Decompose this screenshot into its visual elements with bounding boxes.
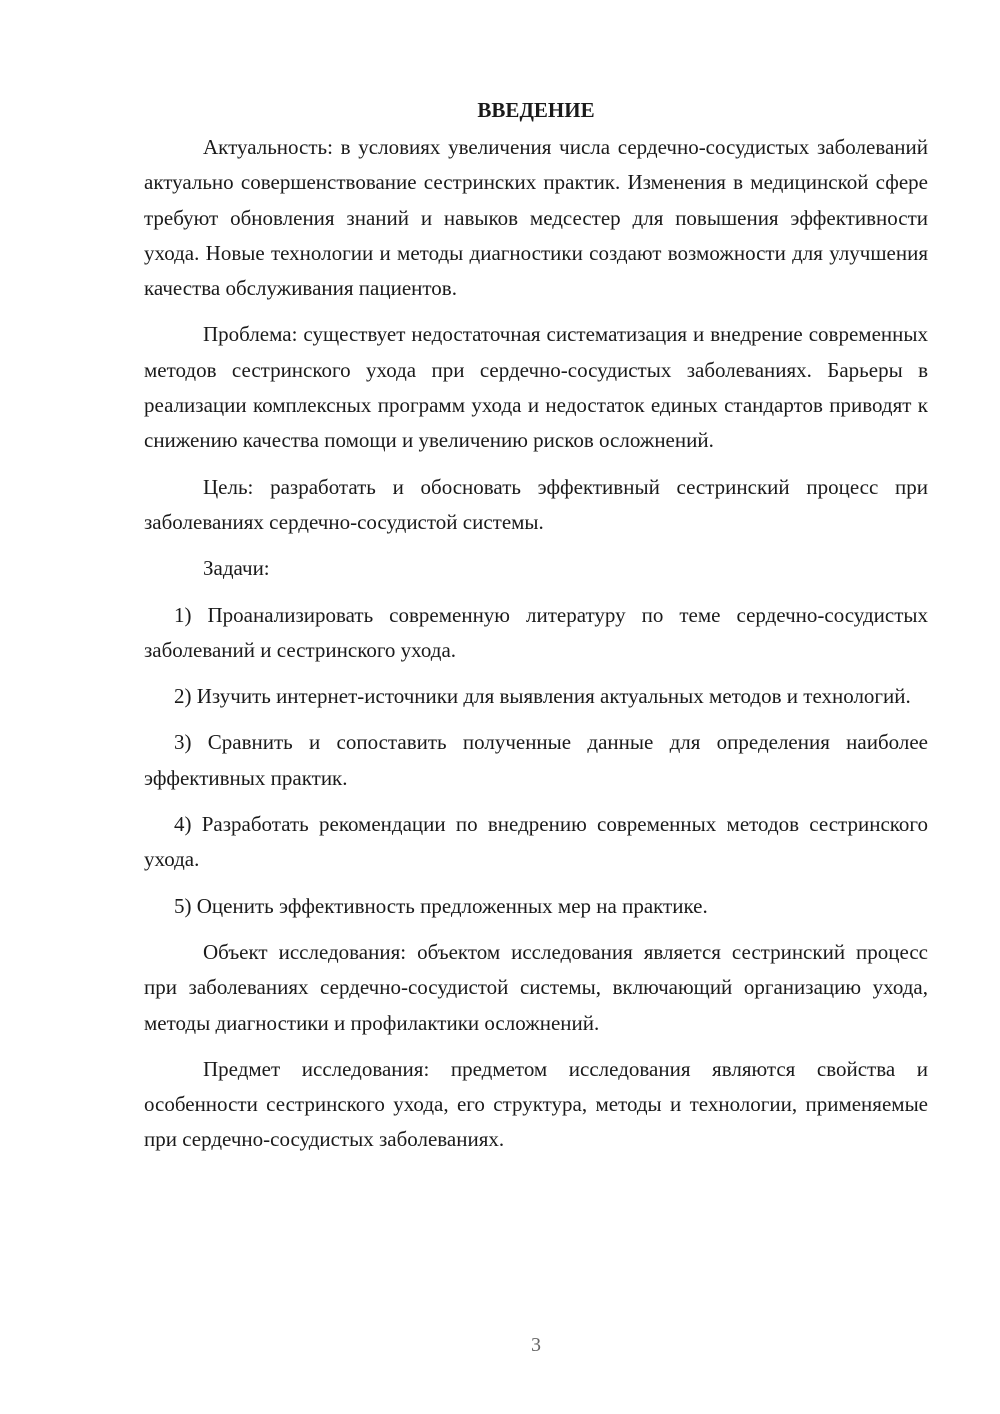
task-item-3: 3) Сравнить и сопоставить полученные данные для определения наиболее эффективных практик. — [144, 730, 928, 790]
task-item-1: 1) Проанализировать современную литературу по теме сердечно-сосудистых заболеваний и сестринского ухода. — [144, 602, 928, 662]
document-page — [144, 92, 928, 1169]
paragraph-problem: Проблема: существует недостаточная систематизация и внедрение современных методов сестринского ухода при сердечно-сосудистых заболеваниях. Барьеры в реализации комплексных программ ухода и недостаток единых стандартов приводят к снижению качества помощи и увеличению рисков осложнений. — [144, 322, 928, 453]
paragraph-relevance: Актуальность: в условиях увеличения числа сердечно-сосудистых заболеваний актуально совершенствование сестринских практик. Изменения в медицинской сфере требуют обновления знаний и навыков медсестер для повышения эффективности ухода. Новые технологии и методы диагностики создают возможности для улучшения качества обслуживания пациентов. — [144, 135, 928, 301]
task-item-4: 4) Разработать рекомендации по внедрению современных методов сестринского ухода. — [144, 812, 928, 872]
paragraph-subject: Предмет исследования: предметом исследования являются свойства и особенности сестринского ухода, его структура, методы и технологии, применяемые при сердечно-сосудистых заболеваниях. — [144, 1056, 928, 1152]
task-item-2: 2) Изучить интернет-источники для выявления актуальных методов и технологий. — [174, 684, 911, 709]
page-number: 3 — [531, 1334, 541, 1356]
paragraph-object: Объект исследования: объектом исследования является сестринский процесс при заболеваниях сердечно-сосудистой системы, включающий организацию ухода, методы диагностики и профилактики осложнений. — [144, 939, 928, 1035]
task-item-5: 5) Оценить эффективность предложенных мер на практике. — [174, 893, 708, 918]
page-title: ВВЕДЕНИЕ — [477, 98, 595, 122]
task-list — [144, 598, 928, 924]
tasks-label: Задачи: — [203, 556, 270, 581]
paragraph-goal: Цель: разработать и обосновать эффективный сестринский процесс при заболеваниях сердечно-сосудистой системы. — [144, 474, 928, 534]
